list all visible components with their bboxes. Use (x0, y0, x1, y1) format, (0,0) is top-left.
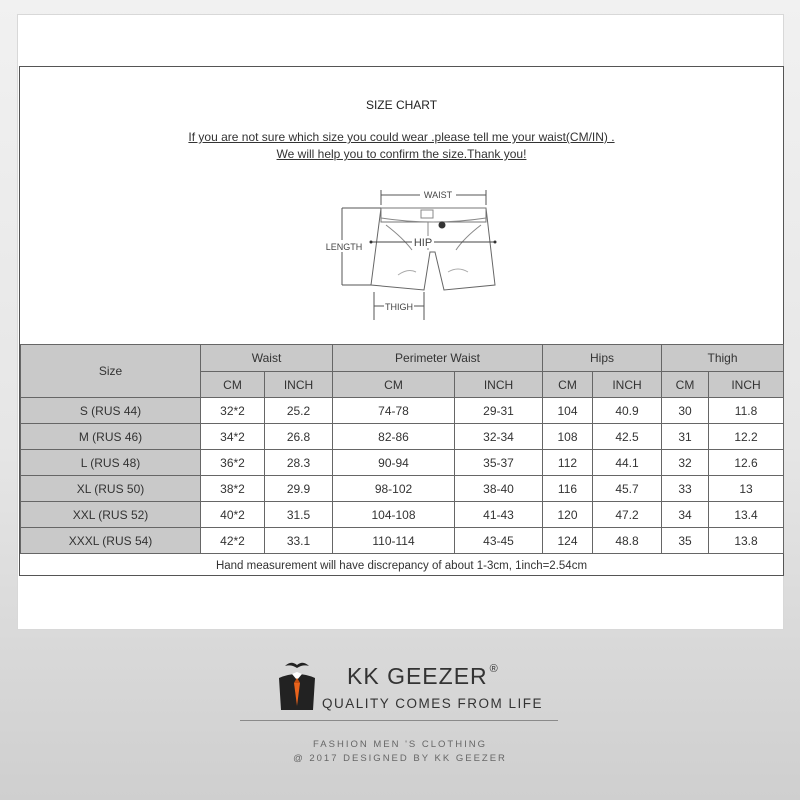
table-cell: 43-45 (455, 528, 543, 554)
table-cell: 30 (662, 398, 709, 424)
gentleman-logo-icon (275, 656, 319, 718)
table-cell: 104-108 (333, 502, 455, 528)
table-cell: 38-40 (455, 476, 543, 502)
size-notice-line-2: We will help you to confirm the size.Thank you! (276, 147, 527, 161)
table-cell: 34 (662, 502, 709, 528)
size-cell: M (RUS 46) (21, 424, 201, 450)
table-cell: 108 (543, 424, 593, 450)
table-cell: 29-31 (455, 398, 543, 424)
table-cell: 40.9 (593, 398, 662, 424)
table-cell: 25.2 (265, 398, 333, 424)
table-cell: 32-34 (455, 424, 543, 450)
table-row (21, 502, 784, 528)
table-cell: 90-94 (333, 450, 455, 476)
group-header-waist: Waist (201, 345, 333, 372)
unit-header: INCH (593, 372, 662, 398)
table-cell: 13.4 (709, 502, 784, 528)
unit-header: CM (333, 372, 455, 398)
table-row (21, 450, 784, 476)
table-cell: 31 (662, 424, 709, 450)
table-cell: 29.9 (265, 476, 333, 502)
size-chart-title: SIZE CHART (365, 98, 438, 112)
table-cell: 36*2 (201, 450, 265, 476)
table-row (21, 398, 784, 424)
brand-block (275, 656, 575, 726)
table-cell: 35 (662, 528, 709, 554)
table-cell: 45.7 (593, 476, 662, 502)
table-row (21, 476, 784, 502)
unit-header: CM (543, 372, 593, 398)
table-cell: 82-86 (333, 424, 455, 450)
table-cell: 34*2 (201, 424, 265, 450)
table-cell: 11.8 (709, 398, 784, 424)
table-cell: 13.8 (709, 528, 784, 554)
table-cell: 38*2 (201, 476, 265, 502)
table-cell: 31.5 (265, 502, 333, 528)
registered-mark: ® (489, 663, 499, 675)
table-cell: 112 (543, 450, 593, 476)
unit-header: CM (662, 372, 709, 398)
table-cell: 32 (662, 450, 709, 476)
size-cell: XXL (RUS 52) (21, 502, 201, 528)
size-cell: XL (RUS 50) (21, 476, 201, 502)
unit-header: CM (201, 372, 265, 398)
table-cell: 35-37 (455, 450, 543, 476)
table-cell: 74-78 (333, 398, 455, 424)
table-cell: 32*2 (201, 398, 265, 424)
table-cell: 26.8 (265, 424, 333, 450)
table-cell: 44.1 (593, 450, 662, 476)
table-cell: 42*2 (201, 528, 265, 554)
table-cell: 116 (543, 476, 593, 502)
table-cell: 110-114 (333, 528, 455, 554)
table-row (21, 528, 784, 554)
table-cell: 47.2 (593, 502, 662, 528)
brand-tagline: QUALITY COMES FROM LIFE (322, 696, 544, 711)
table-cell: 124 (543, 528, 593, 554)
table-cell: 41-43 (455, 502, 543, 528)
table-group-header-row (21, 345, 784, 372)
table-row (21, 424, 784, 450)
shorts-measurement-diagram (308, 180, 508, 325)
brand-name: KK GEEZER ® (347, 663, 499, 689)
size-chart-frame (19, 66, 784, 576)
table-cell: 28.3 (265, 450, 333, 476)
size-cell: S (RUS 44) (21, 398, 201, 424)
group-header-perimeter-waist: Perimeter Waist (333, 345, 543, 372)
table-cell: 48.8 (593, 528, 662, 554)
waist-label: WAIST (423, 190, 453, 200)
size-header: Size (21, 345, 201, 398)
table-cell: 12.2 (709, 424, 784, 450)
table-cell: 12.6 (709, 450, 784, 476)
table-cell: 120 (543, 502, 593, 528)
unit-header: INCH (265, 372, 333, 398)
table-cell: 33 (662, 476, 709, 502)
brand-subtitle: FASHION MEN 'S CLOTHING (313, 739, 487, 750)
table-cell: 104 (543, 398, 593, 424)
group-header-hips: Hips (543, 345, 662, 372)
size-table (20, 344, 784, 554)
table-cell: 13 (709, 476, 784, 502)
table-cell: 33.1 (265, 528, 333, 554)
brand-copyright: @ 2017 DESIGNED BY KK GEEZER (293, 753, 507, 764)
table-cell: 98-102 (333, 476, 455, 502)
group-header-thigh: Thigh (662, 345, 784, 372)
button-dot (439, 222, 446, 229)
measurement-footnote: Hand measurement will have discrepancy of about 1-3cm, 1inch=2.54cm (215, 560, 588, 572)
size-cell: L (RUS 48) (21, 450, 201, 476)
unit-header: INCH (455, 372, 543, 398)
hip-label: HIP (413, 237, 433, 249)
size-notice-line-1: If you are not sure which size you could wear .please tell me your waist(CM/IN) . (188, 130, 615, 144)
table-cell: 40*2 (201, 502, 265, 528)
size-cell: XXXL (RUS 54) (21, 528, 201, 554)
table-cell: 42.5 (593, 424, 662, 450)
thigh-label: THIGH (385, 302, 413, 312)
brand-divider (240, 720, 558, 721)
length-label: LENGTH (325, 242, 363, 252)
unit-header: INCH (709, 372, 784, 398)
